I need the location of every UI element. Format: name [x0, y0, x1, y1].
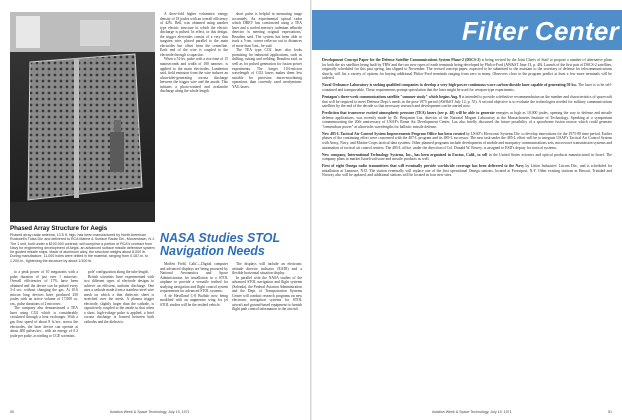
paragraph: to a peak power of 10 megawatts with a pulse duration of just over 1 microsec. Overall efficiencies of 17% have been obtained and the device can be pulsed every 3-4 sec. without changing the gas. At 10.6 micron long devices have produced 250 joules with an active volume of 17,000 cu. cm., pulse durations of 2 microsec.	[10, 270, 78, 306]
news-item-text: energies as high as 10,000 joules, opening the way to defense and missile defense applications, was recently made by Dr. Benjamin Lax, director of the National Magnet Laboratory at the Massachusetts Institute of Technology. Speaking at a symposium commemorating the 20th anniversary of USAF's Rome Air Development Center, Lax also briefly discussed the future possibility of a spacebome fusion reactor which could generate "tremendous power" at ultraviolet wavelengths for ballistic missile defense.	[322, 111, 612, 129]
news-item-text: is intended to provide a definitive recommendation on the number and characteristics of spacecraft that will be required to meet Defense Dept.'s needs in the post-1975 period (AW&ST July 12, p. 55). A second objective is to evaluate the technologies needed for military communications satellites by the end of the decade so that necessary research and development can be started now.	[322, 94, 612, 109]
news-item	[322, 83, 612, 92]
stol-column-2	[232, 262, 302, 312]
left-page	[0, 0, 310, 420]
news-item-lead: Development Concept Paper for the Defense Satellite Communications System Phase-2 (DSCS-2)	[322, 58, 481, 62]
news-item-lead: Pentagon's three-week communications satellite "summer study" which begins Aug. 9	[322, 94, 461, 99]
paragraph: The TEA type CO2 laser also looks promising for industrial applications, such as drilling, cutting and welding, Beaulieu said, as well as for pulsed generation for fusion power experiments. The longer 10.6-micron wavelength of CO2 lasers makes them less suitable for precision micro-machining operations than currently used neodymium-YAG lasers.	[232, 48, 302, 89]
phased-array-photo	[10, 12, 155, 222]
paragraph: The displays will include an electronic attitude director indicator (EADI) and a flexible horizontal situation display.	[232, 262, 302, 276]
article-column-2	[232, 12, 302, 89]
news-item-text: in the United States avionics and optical products manufactured in Israel. The company plans to market Israeli software and missile products as well.	[322, 152, 612, 162]
article-column-3	[10, 270, 78, 338]
news-item-lead: First of eight Omega radio transmitters that will eventually provide worldwide coverage has been delivered to the Navy	[322, 164, 524, 169]
paragraph: Moffett Field, Calif.—Digital computer and advanced displays are being procured by National Aeronautics and Space Administration for installation in a STOL airplane to provide a versatile testbed for studying navigation and flight control system requirements for advanced STOL systems.	[160, 262, 228, 294]
news-item-text: by Litton Industries' Litcom Div., and is scheduled for installation at Lamoure, N.D. The station eventually will replace one of the first operational Omega stations, located at Forestport, N.Y. Other existing stations in Hawaii, Trinidad and Norway also will be updated, and additional stations will be located in four new sites.	[322, 164, 613, 178]
folio-title-right: Aviation Week & Space Technology, July 19, 1971	[432, 410, 512, 414]
news-item-lead: Naval Ordnance Laboratory is seeking qualified companies to develop a very-high-power continuous-wave carbon-dioxide laser capable of generating 50 kw.	[322, 83, 578, 88]
page-number-left: 50	[10, 410, 14, 414]
filter-center-column	[322, 58, 612, 180]
phased-array-image	[10, 12, 155, 222]
page-number-right: 51	[608, 410, 612, 414]
news-item-text: by USAF's Electronic Systems Div. to develop innovations for the 1975-80 time period. Earlier phases of the continuing effort were concerned with the 407-L program and its 485-L successor. The new task under the 485-L effort will be to integrate USAF's Tactical Air Control System with Army, Navy, and Marine Corps tactical data systems. Other planned programs include development of mobile and marquetry communications sets, microwave transmission systems and automation of tactical air control centers. The 485-L office, under the direction of Col. Donald W. Bowey, is assigned to ESD's deputy for tactical systems.	[322, 131, 612, 150]
news-item	[322, 132, 612, 150]
news-item	[322, 95, 612, 109]
paragraph: When a 51-kv. pulse with a rise time of 15 nanoseconds and width of 100 nanosec. is applied to the main electrodes, Lamberton said, field emission from the wire induces an ultraviolet-generating corona discharge between the trigger wire and the anode. This initiates a photo-ionized and avalanche discharge along the whole length.	[160, 57, 228, 94]
section-title: Filter Center	[462, 16, 620, 46]
news-item	[322, 111, 612, 129]
article-column-1	[160, 12, 228, 94]
section-banner	[312, 10, 622, 50]
news-item-text: The laser is to be self-contained and transportable. These requirements prompt speculation that the laser might be used for weapon-type experiments.	[322, 83, 612, 92]
article-column-4	[84, 270, 154, 325]
paragraph: In parallel with the NASA studies of the advanced STOL navigation and flight systems (Soleada), the Federal Aviation Administration and the Dept. of Transportation Systems Center will conduct research programs on new electronic navigation systems for STOL aircraft and ground-based equipment to furnish flight path control information to the aircraft.	[232, 275, 302, 312]
paragraph: A de Havilland C-8 Buffalo now being modified with an augmentor wing for jet STOL studies will be the testbed vehicle.	[160, 293, 228, 307]
right-page	[312, 0, 622, 420]
news-item-lead: Prediction that transverse excited atmospheric pressure (TEA) lasers (see p. 48) will be able to generate	[322, 111, 495, 116]
folio-title-left: Aviation Week & Space Technology, July 19, 1971	[110, 410, 190, 414]
paragraph: short pulse is helpful in measuring range accurately. An experimental optical radar which DREV has constructed using a TEA laser and a cooled mercury cadmium telluride detector 'is meeting original expectations,' Beaulieu said. The system has been able to track a 5-cm. corner reflector out to distances of more than 5 mi., he said.	[232, 12, 302, 48]
paragraph: A three-fold higher volumetric energy density of 18 joules with an overall efficiency of 42%. Bell, was obtained using another type electric structure in which the electric discharge is pulsed. In effect, in this design, the trigger electrodes consist of a very thin tungsten wire, placed parallel to the main electrodes but offset from the centerline. Each end of the wire is coupled to the electrode through a capacitor.	[160, 12, 228, 57]
paragraph: The company also demonstrated a TEA laser using CO2 which is considerably circulated through a heat exchanger. With a gas flow speed of about 8 ft./sec. across the electrodes, the laser device can operate at about 400 pulses/sec., with an energy of 0.2 joule per pulse, according to CGE scientists.	[10, 306, 78, 338]
news-item-lead: New company, International Technology Systems, Inc., has been organized in Encino, Calif., to sell	[322, 152, 488, 157]
feature-headline: NASA Studies STOL Navigation Needs	[160, 231, 280, 258]
news-item	[322, 164, 612, 178]
stol-column-1	[160, 262, 228, 307]
news-item	[322, 153, 612, 162]
photo-caption-title: Phased Array Structure for Aegis	[10, 225, 108, 232]
paragraph: pole' configuration along the tube length.	[88, 270, 149, 274]
news-item-text: is being revised by the Joint Chiefs of Staff to propose a number of alternative plans for both the six satellites being built by TRW and the two new types of earth terminals being developed by Philco-Ford (AW&ST June 13, p. 40). Launch of the first pair of DSCS-2 satellites, originally scheduled for this past spring, has slipped to November. The revised concept paper, expected to be submitted to the assistant to the secretary of defense for telecommunications shortly, will list a variety of options for buying additional Philco-Ford terminals ranging from zero to many. Observers close to the program predict at least a few more terminals will be ordered.	[322, 58, 612, 81]
news-item	[322, 58, 612, 81]
photo-caption-body: Phased array radar antenna, 13.5 ft. high, has been manufactured by North American Rockwell's Tulsa Div. and delivered to RCA Marine & Surface Radar Div., Moorestown, N.J. The 1 unit, built under a $100,000 contract, will comprise a portion of RCA's contract from Navy for engineering development of Aegis, an advanced surface missile defensive system for guided missile ships. Made of aluminum alloy, the structure weighs about 8,000 lb. During manufacture, 11,000 holes were drilled in the material, ranging from 0.187-in. to 1.200-in., tightening the structure by about 1/100 lb.	[10, 233, 155, 263]
paragraph: British scientists have experimented with two different types of electrode designs to achieve an efficient, uniform discharge. One uses a cathode made from a stainless-steel wire mesh on which a thin dielectric sheet is stretched over the mesh. A plasma trigger electrode, slightly larger than the cathode, is capacitively coupled to the anode so that when a short, high-voltage pulse is applied, a brief corona discharge is formed between both cathodes and the dielectric.	[84, 274, 154, 325]
news-item-lead: New 485-L Tactical Air Control System Improvements Program Office has been created	[322, 131, 465, 136]
